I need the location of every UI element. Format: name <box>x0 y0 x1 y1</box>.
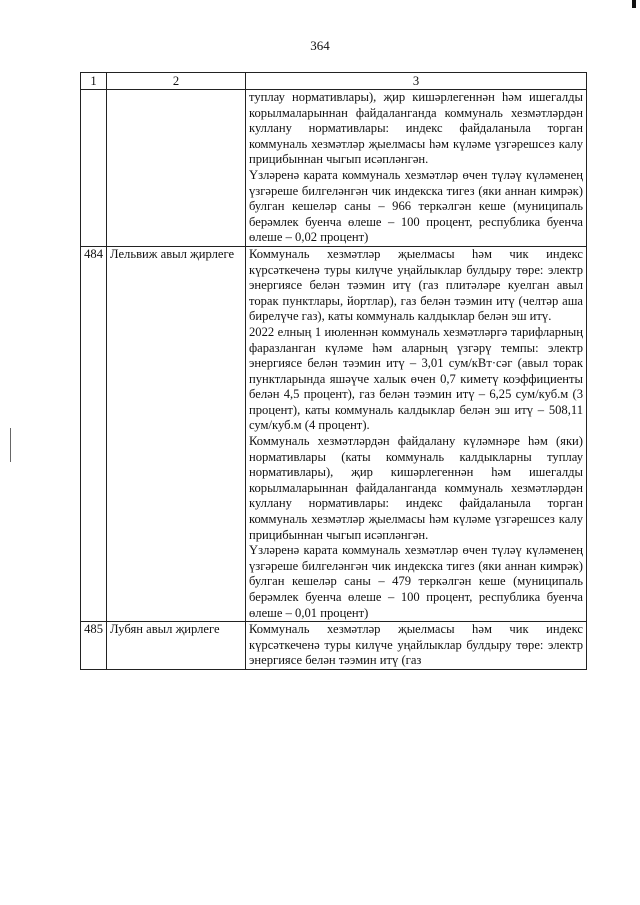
paragraph: Коммуналь хезмәтләр җыелмасы һәм чик индекс күрсәткеченә туры килүче уңайлыклар булдыру төре: электр энергиясе белән тәэмин итү (газ плитәләре куелган авыл торак пунктлары, йортлар), газ белән тәэмин итү (челтәр аша бирелүче газ), каты коммуналь калдыклар белән эш итү. <box>249 246 583 324</box>
paragraph: Коммуналь хезмәтләрдән файдалану күләмнәре һәм (яки) нормативлары (каты коммуналь калдыкларны туплау нормативлары), җир кишәрлегеннән һәм ишегалды корылмаларыннан файдаланганда коммуналь хезмәтләрдән куллану нормативлары: индекс файдаланыла торган коммуналь хезмәтләр җыелмасы һәм күләме үзгәрешсез калу прицибыннан чыгып исәпләнгән. <box>249 434 583 542</box>
continuation-num-cell <box>81 90 107 247</box>
page-number: 364 <box>310 38 330 53</box>
tariff-table <box>80 72 587 670</box>
header-col-2: 2 <box>107 73 246 90</box>
table-header-row <box>81 73 587 90</box>
continuation-name-cell <box>107 90 246 247</box>
row-number: 485 <box>81 622 107 670</box>
row-number: 484 <box>81 246 107 621</box>
margin-scan-mark <box>10 428 11 462</box>
corner-scan-mark <box>632 0 636 8</box>
header-col-1: 1 <box>81 73 107 90</box>
continuation-desc-cell <box>246 90 587 247</box>
row-description <box>246 246 587 621</box>
paragraph: 2022 елның 1 июленнән коммуналь хезмәтләргә тарифларның фаразланган күләме һәм аларның үзгәрү темпы: электр энергиясе белән тәэмин итү – 3,01 сум/кВт·сәг (авыл торак пунктларында яшәүче халык өчен 0,7 киметү коэффициенты белән 4,5 процент), газ белән тәэмин итү – 6,25 сум/куб.м (3 процент), каты коммуналь калдыклар белән эш итү – 508,11 сум/куб.м (4 процент). <box>249 324 583 433</box>
settlement-name: Лельвиж авыл җирлеге <box>107 246 246 621</box>
paragraph: туплау нормативлары), җир кишәрлегеннән һәм ишегалды корылмаларыннан файдаланганда коммуналь хезмәтләрдән куллану нормативлары: индекс файдаланыла торган коммуналь хезмәтләр җыелмасы һәм күләме үзгәрешсез калу прицибыннан чыгып исәпләнгән. <box>249 90 583 167</box>
paragraph: Коммуналь хезмәтләр җыелмасы һәм чик индекс күрсәткеченә туры килүче уңайлыклар булдыру төре: электр энергиясе белән тәэмин итү (газ <box>249 622 583 668</box>
paragraph: Үзләренә карата коммуналь хезмәтләр өчен түләү күләменең үзгәреше билгеләнгән чик индекска тигез (яки аннан кимрәк) булган кешеләр саны – 966 теркәлгән кеше (муниципаль берәмлек буенча өлеше – 100 процент, республика буенча өлеше – 0,02 процент) <box>249 167 583 245</box>
settlement-name: Лубян авыл җирлеге <box>107 622 246 670</box>
table-row-484 <box>81 246 587 621</box>
header-col-3: 3 <box>246 73 587 90</box>
row-description <box>246 622 587 670</box>
table-row-continuation <box>81 90 587 247</box>
paragraph: Үзләренә карата коммуналь хезмәтләр өчен түләү күләменең үзгәреше билгеләнгән чик индекска тигез (яки аннан кимрәк) булган кешеләр саны – 479 теркәлгән кеше (муниципаль берәмлек буенча өлеше – 100 процент, республика буенча өлеше – 0,01 процент) <box>249 543 583 620</box>
table-row-485 <box>81 622 587 670</box>
